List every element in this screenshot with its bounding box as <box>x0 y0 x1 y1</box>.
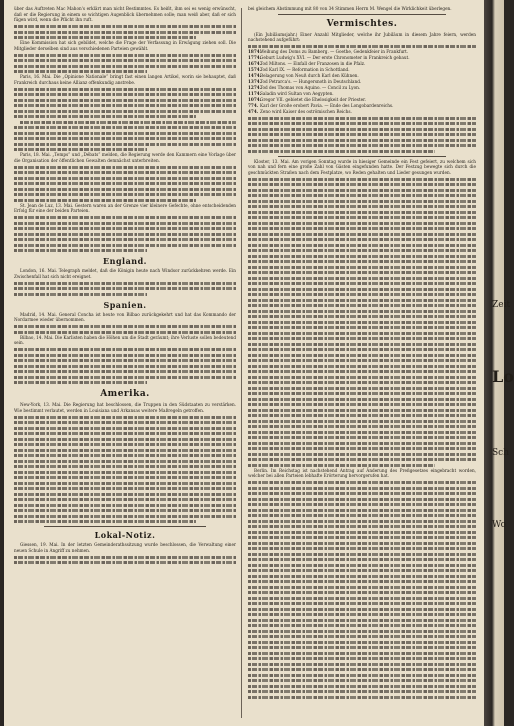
adjacent-page-edge <box>484 0 514 726</box>
left-column <box>14 6 236 720</box>
text-line <box>14 560 236 566</box>
jubilee-year: 1374. <box>248 79 262 84</box>
jubilee-entry <box>248 91 476 97</box>
jubilee-text: Zeno wird Kaiser des oströmischen Reichs. <box>260 109 352 114</box>
jubilee-text: Geburt Ludwig's XVI. — Der erste Chronometer in Frankreich gebaut. <box>260 55 410 60</box>
text-line <box>248 148 435 154</box>
jubilee-entry <box>248 55 476 61</box>
jubilee-year: 1474. <box>248 73 262 78</box>
jubilee-year: 774. <box>248 103 259 108</box>
jubilee-year: 474. <box>248 109 259 114</box>
paris-report-1: Paris, 16. Mai. Die „Opinione Nationale“ bringt fast einen langen Artikel, worin sie behauptet, daß Frankreich durchaus keine Allianz offenkundig anstrebe. <box>14 74 236 85</box>
text-line <box>14 147 147 153</box>
vermischtes-heading: Vermischtes. <box>326 18 398 29</box>
jubilee-text: Belagerung von Neuß durch Karl den Kühnen. <box>260 73 359 78</box>
jubilee-list <box>248 49 476 115</box>
edge-fragment: Zeit <box>492 300 511 310</box>
lokal-heading: Lokal-Notiz. <box>94 530 156 540</box>
text-line <box>14 248 147 254</box>
column-rule <box>241 8 242 718</box>
text-line <box>248 694 476 700</box>
newspaper-page <box>4 0 484 726</box>
jubilee-entry <box>248 97 476 103</box>
section-divider <box>44 526 206 527</box>
jubilee-year: 1774. <box>248 55 262 60</box>
spain-heading: Spanien. <box>103 299 147 310</box>
right-top-text: bei gleichem Abstimmung mit 80 von 34 Stimmen Herrn M. Wengel die Wirklichkeit überlegen. <box>248 6 452 11</box>
jubilee-entry <box>248 79 476 85</box>
jubilee-text: Tod Miltons. — Einfall der Franzosen in die Pfalz. <box>260 61 366 66</box>
jubilee-entry <box>248 61 476 67</box>
text-line <box>14 35 196 41</box>
jubilee-entry <box>248 67 476 73</box>
jubilee-year: 1574. <box>248 67 262 72</box>
bilbao-report: Bilbao, 14. Mai. Die Karlisten haben die Höhen um die Stadt geräumt; ihre Verluste sollen bedeutend sein. <box>14 334 236 345</box>
berlin-report: Berlin. Im Reichstag ist nachstehend Antrag auf Änderung des Preßgesetzes eingebracht worden, welcher bei allen Parteien lebhafte Erörterung hervorgerufen hat. <box>248 467 476 478</box>
jubilaeum-intro: (Ein Jubiläumsjahr.) Einer Anzahl Mitglieder, welche ihr Jubiläum in diesem Jahre feiern, werden nachstehend aufgeführt: <box>248 31 476 42</box>
madrid-report: Madrid, 14. Mai. General Concha ist heute von Bilbao zurückgekehrt und hat das Kommando der Nordarmee wieder übernommen. <box>14 311 236 322</box>
jubilee-year: 1174. <box>248 91 262 96</box>
jubilee-entry <box>248 73 476 79</box>
text-line <box>14 197 196 203</box>
jubilee-text: Tod des Thomas von Aquino. — Concil zu Lyon. <box>260 85 361 90</box>
text-line <box>14 69 147 75</box>
section-divider <box>278 156 446 157</box>
text-line <box>14 291 147 297</box>
paris-report-2: Paris, 18. Mai. „Temps“ und „Débats“ melden, die Regierung werde den Kammern eine Vorlage über die Organisation der öffentlichen Gewalten demnächst unterbreiten. <box>14 152 236 163</box>
giessen-report: Giessen, 19. Mai. In der letzten Gemeinderathssitzung wurde beschlossen, die Verwaltung einer neuen Schule in Angriff zu nehmen. <box>14 542 236 553</box>
right-column <box>248 6 476 720</box>
jubilee-entry <box>248 49 476 55</box>
text-line <box>14 519 196 525</box>
newyork-report: New-York, 13. Mai. Die Regierung hat beschlossen, die Truppen in den Südstaaten zu verstärken. Wie bestimmt verlautet, werden in Louisiana und Arkansas weitere Maßregeln getroffen. <box>14 402 236 413</box>
kloster-report: Kloster, 13. Mai. Am vorigen Sonntag wurde in hiesiger Gemeinde ein Fest gefeiert, zu welchem sich von nah und fern eine große Zahl von Gästen eingefunden hatte. Der Festzug bewegte sich durch die geschmückten Straßen nach dem Festplatze, wo Reden gehalten und Lieder gesungen wurden. <box>248 158 476 175</box>
england-heading: England. <box>103 256 147 266</box>
text-line <box>14 329 236 335</box>
jubilee-text: Saladin wird Sultan von Aegypten. <box>260 91 334 96</box>
st-jean-report: St. Jean de Luz, 13. Mai. Gestern waren an der Grenze vier kleinere Gefechte, ohne entscheidenden Erfolg für eine der beiden Parteien. <box>14 202 236 213</box>
intro-paragraph-1: über das Auftreten Mac Mahon's erklärt man nicht Bestimmtes. Es heißt, ihm sei es wenig erwünscht, daß er die Regierung in einem so wichtigen Augenblick übernehmen solle; man weiß aber, daß er sich fügen wird, wenn die Pflicht ihn ruft. <box>14 6 236 22</box>
jubilee-text: Tod Petrarca's. — Hungersnoth in Deutschland. <box>260 79 362 84</box>
edge-fragment: Sch <box>492 448 510 458</box>
jubilee-entry <box>248 109 476 115</box>
jubilee-entry <box>248 103 476 109</box>
jubilee-entry <box>248 85 476 91</box>
text-line <box>248 462 435 468</box>
jubilee-year: 1074. <box>248 97 262 102</box>
section-divider <box>278 14 446 15</box>
text-line <box>14 380 147 386</box>
intro-paragraph-2: Eine Kommission hat sich gebildet, welche die Frage der Verfassung in Erwägung ziehen soll. Die Mitglieder derselben sind aus verschiedenen Parteien gewählt. <box>14 40 236 51</box>
jubilee-text: Karl der Große erobert Pavia. — Ende des Longobardenreichs. <box>260 103 394 108</box>
edge-fragment: Lo <box>492 367 514 386</box>
london-report: London, 16. Mai. Telegraph meldet, daß die Königin heute nach Windsor zurückkehren werde. Ein Zwischenfall hat sich nicht ereignet. <box>14 268 236 279</box>
jubilee-text: Weihung des Doms zu Bamberg. — Goethe, Gedenkfeier in Frankfurt. <box>260 49 409 54</box>
jubilee-year: 1674. <box>248 61 262 66</box>
edge-fragment: Wo <box>492 520 507 530</box>
jubilee-year: 1274. <box>248 85 262 90</box>
america-heading: Amerika. <box>100 389 150 399</box>
jubilee-text: Tod Karl IX. — Reformation in Schottland. <box>260 67 350 72</box>
jubilee-year: 1874. <box>248 49 262 54</box>
jubilee-text: Gregor VII. gebietet die Ehelosigkeit der Priester. <box>260 97 366 102</box>
